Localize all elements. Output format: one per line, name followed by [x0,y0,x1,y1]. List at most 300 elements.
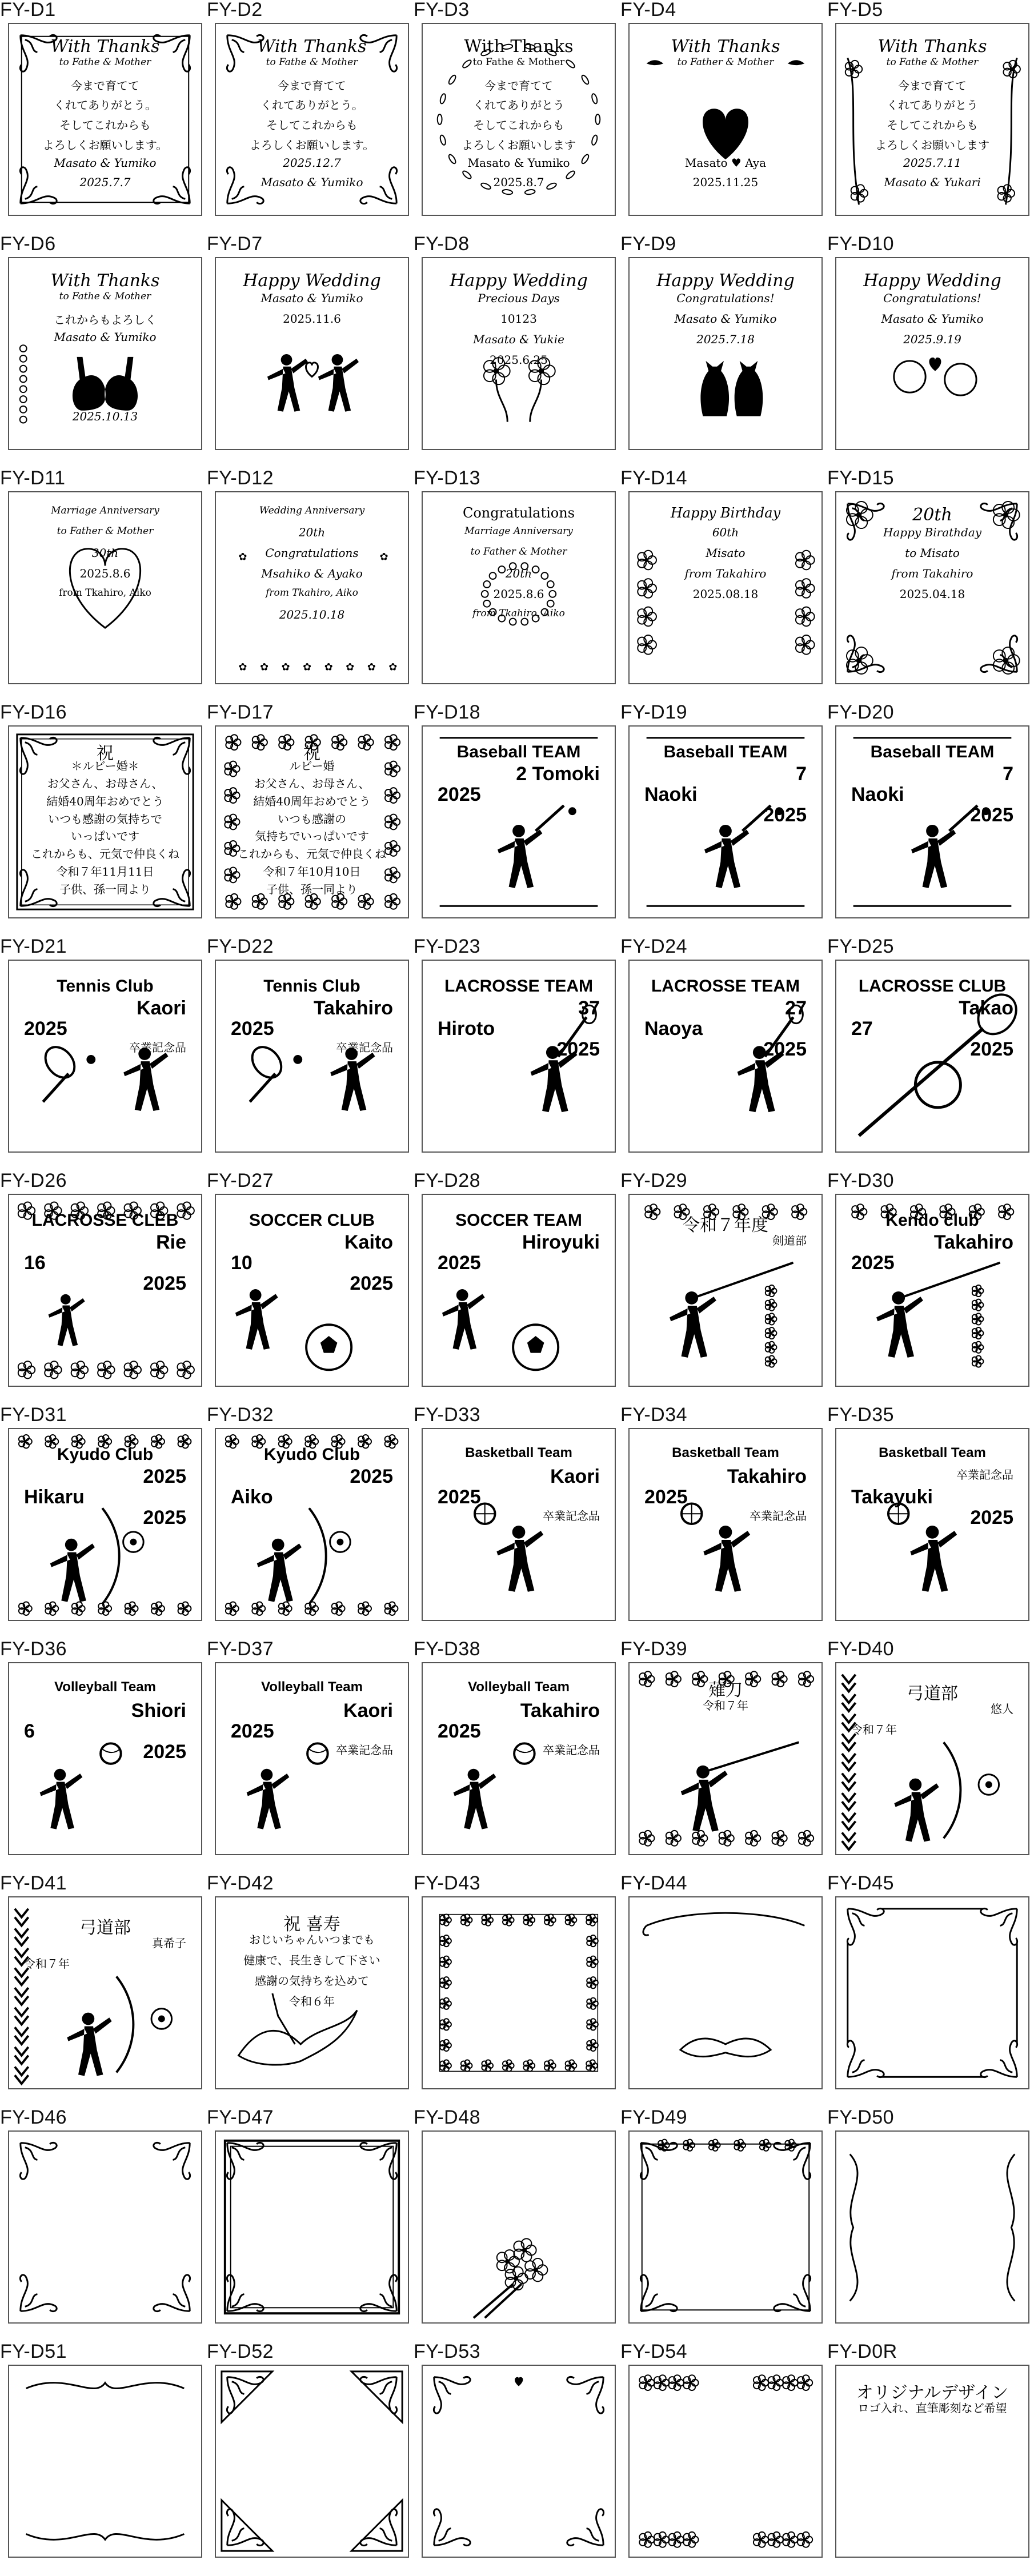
engraving-text-line: Msahiko & Ayako [261,567,363,580]
design-code-label: FY-D6 [0,233,56,255]
design-card[interactable] [620,703,827,937]
engraving-text-line: Takahiro [933,1231,1013,1253]
engraving-text-line: 2025 [556,1038,600,1060]
engraving-text-line: 20th [912,505,952,525]
design-preview[interactable] [835,2130,1029,2324]
engraving-text-line: 2025 [143,1273,186,1294]
engraving-text-line: 27 [785,997,807,1019]
design-code-label: FY-D10 [827,233,895,255]
design-preview[interactable] [215,1662,409,1855]
engraving-text-line: SOCCER CLUB [249,1211,375,1230]
engraving-text-line: Kaori [343,1700,393,1722]
design-card[interactable] [414,1639,620,1873]
design-card[interactable] [414,468,620,703]
design-card[interactable] [414,0,620,234]
design-card[interactable] [414,2108,620,2342]
design-preview[interactable] [8,491,202,684]
engraving-text-line: よろしくお願いします [875,138,989,152]
engraving-text-line: ＊ルビー婚＊ [71,759,139,773]
design-card[interactable] [207,468,414,703]
engraving-text-line: Tennis Club [263,977,360,996]
engraving-text-line: to Fathe & Mother [59,290,151,302]
engraving-text-line: to Father & Mother [470,546,567,557]
design-code-label: FY-D50 [827,2106,895,2128]
design-code-label: FY-D12 [207,467,274,489]
design-code-label: FY-D0R [827,2341,897,2362]
design-code-label: FY-D27 [207,1170,274,1191]
design-code-label: FY-D34 [620,1404,688,1426]
engraving-text-line: 子供、孫一同より [59,882,151,897]
design-card[interactable] [827,468,1034,703]
engraving-text-line: くれてありがとう。 [54,98,157,113]
engraving-text-line: くれてありがとう [887,98,978,113]
design-card[interactable] [414,2342,620,2576]
design-card[interactable] [0,234,207,468]
engraving-text-line: Rie [156,1231,186,1253]
design-preview[interactable] [835,1428,1029,1621]
design-card[interactable] [620,2342,827,2576]
design-code-label: FY-D18 [414,701,481,723]
design-code-label: FY-D25 [827,936,895,957]
design-preview[interactable] [8,2365,202,2558]
engraving-text-line: Hikaru [24,1486,85,1508]
engraving-text-line: 2025 [763,1038,807,1060]
design-card[interactable] [827,1405,1034,1639]
design-preview[interactable] [8,960,202,1153]
design-preview[interactable] [215,960,409,1153]
engraving-text-line: 6 [24,1720,35,1742]
design-preview[interactable] [8,1662,202,1855]
design-preview[interactable] [835,257,1029,450]
design-preview[interactable] [422,23,616,216]
engraving-text-line: 2025.11.25 [692,175,759,190]
engraving-text-line: 10123 [500,312,537,326]
design-preview[interactable] [835,491,1029,684]
engraving-text-line: 薙刀 [708,1680,743,1700]
engraving-text-line: 令和７年11月11日 [56,865,154,879]
engraving-text-line: Shiori [131,1700,186,1722]
engraving-text-line: おじいちゃんいつまでも [249,1933,375,1947]
engraving-text-line: 27 [851,1018,873,1040]
design-preview[interactable] [835,1896,1029,2089]
design-card[interactable] [414,1171,620,1405]
engraving-text-line: Happy Wedding [863,271,1001,291]
engraving-text-line: 2025 [970,804,1013,826]
design-card[interactable] [620,1405,827,1639]
design-card[interactable] [827,2108,1034,2342]
design-preview[interactable] [215,2365,409,2558]
engraving-text-line: Basketball Team [465,1445,572,1460]
engraving-text-line: to Father & Mother [57,525,154,537]
design-preview[interactable] [835,2365,1029,2558]
engraving-text-line: ルビー婚 [289,759,335,773]
engraving-text-line: LACROSSE CLUB [858,977,1007,996]
design-code-label: FY-D23 [414,936,481,957]
engraving-text-line: 卒業記念品 [543,1743,600,1757]
engraving-text-line: これからも、元気で仲良くね [238,847,386,861]
engraving-text-line: from Takahiro [684,567,767,580]
design-card[interactable] [0,2342,207,2576]
design-card[interactable] [0,0,207,234]
design-card[interactable] [827,1873,1034,2108]
design-card[interactable] [414,703,620,937]
engraving-artwork-icon [216,2366,408,2557]
design-card[interactable] [827,234,1034,468]
design-code-label: FY-D8 [414,233,470,255]
engraving-artwork-icon [630,2132,821,2322]
design-preview[interactable] [422,2130,616,2324]
engraving-text-line: 2025 [763,804,807,826]
design-preview[interactable] [215,1428,409,1621]
design-card[interactable] [827,1639,1034,1873]
engraving-artwork-icon [836,2132,1028,2322]
engraving-text-line: 令和６年 [289,1995,335,2008]
engraving-text-line: Happy Wedding [656,271,795,291]
engraving-text-line: With Thanks [671,37,780,57]
design-preview[interactable] [215,725,409,918]
svg-text:✿: ✿ [281,661,290,673]
engraving-text-line: 2025 [438,1486,481,1508]
engraving-text-line: 37 [578,997,600,1019]
engraving-artwork-icon [836,1897,1028,2088]
engraving-text-line: いっぱいです [71,829,139,844]
engraving-text-line: Kendo club [885,1211,979,1230]
design-code-label: FY-D49 [620,2106,688,2128]
engraving-artwork-icon [9,2366,201,2557]
design-preview[interactable] [628,1896,823,2089]
design-card[interactable] [620,1873,827,2108]
design-code-label: FY-D38 [414,1638,481,1660]
engraving-text-line: Masato & Yukari [884,175,981,190]
engraving-text-line: 卒業記念品 [336,1743,393,1757]
design-card[interactable] [620,468,827,703]
engraving-text-line: 2025 [970,1038,1013,1060]
engraving-text-line: 20th [298,525,326,539]
engraving-text-line: 真希子 [152,1936,186,1950]
design-preview[interactable] [835,725,1029,918]
design-code-label: FY-D7 [207,233,263,255]
design-code-label: FY-D31 [0,1404,67,1426]
design-card[interactable] [0,937,207,1171]
svg-text:✿: ✿ [367,661,376,673]
engraving-text-line: Baseball TEAM [870,743,995,761]
design-code-label: FY-D39 [620,1638,688,1660]
design-preview[interactable] [8,1428,202,1621]
engraving-text-line: to Fathe & Mother [266,56,358,68]
design-code-label: FY-D24 [620,936,688,957]
engraving-text-line: 今まで育てて [898,78,967,93]
design-code-label: FY-D29 [620,1170,688,1191]
engraving-text-line: Masato & Yumiko [260,175,363,190]
engraving-text-line: 卒業記念品 [750,1509,807,1523]
engraving-text-line: With Thanks [50,271,160,291]
engraving-text-line: 弓道部 [907,1684,958,1704]
design-preview[interactable] [628,491,823,684]
engraving-text-line: 2025.12.7 [283,155,341,170]
design-card[interactable] [0,1873,207,2108]
engraving-text-line: Masato & Yumiko [881,312,984,326]
design-preview[interactable] [422,960,616,1153]
design-card[interactable] [827,703,1034,937]
design-code-label: FY-D16 [0,701,67,723]
engraving-text-line: Naoya [644,1018,703,1040]
design-card[interactable] [827,937,1034,1171]
engraving-text-line: 祝 [303,744,320,764]
design-preview[interactable] [628,960,823,1153]
engraving-text-line: Takahiro [520,1700,600,1722]
engraving-text-line: 子供、孫一同より [266,882,358,897]
design-preview[interactable] [422,1194,616,1387]
design-preview[interactable] [422,491,616,684]
engraving-text-line: 感謝の気持ちを込めて [255,1974,369,1988]
design-code-label: FY-D3 [414,0,470,21]
design-code-label: FY-D40 [827,1638,895,1660]
design-card[interactable] [827,2342,1034,2576]
engraving-text-line: 2025 [438,1252,481,1274]
engraving-text-line: よろしくお願いします [462,138,576,152]
design-preview[interactable] [835,1662,1029,1855]
engraving-text-line: to Fathe & Mother [472,56,565,68]
design-card[interactable] [414,234,620,468]
engraving-text-line: くれてありがとう。 [260,98,363,113]
engraving-text-line: 2025.8.6 [79,567,131,580]
design-code-label: FY-D11 [0,467,66,489]
engraving-text-line: 卒業記念品 [956,1468,1013,1482]
design-preview[interactable] [628,23,823,216]
design-preview[interactable] [215,257,409,450]
design-code-label: FY-D22 [207,936,274,957]
engraving-text-line: Basketball Team [672,1445,779,1460]
engraving-text-line: With Thanks [877,37,987,57]
design-code-label: FY-D28 [414,1170,481,1191]
engraving-text-line: 結婚40周年おめでとう [46,794,164,808]
design-card[interactable] [207,937,414,1171]
engraving-text-line: from Tkahiro, Aiko [59,587,151,599]
design-card[interactable] [0,2108,207,2342]
engraving-text-line: With Thanks [50,37,160,57]
design-code-label: FY-D4 [620,0,676,21]
design-preview[interactable] [215,2130,409,2324]
design-preview[interactable] [422,1662,616,1855]
engraving-text-line: Congratulations! [676,291,775,305]
engraving-text-line: 2025.7.11 [903,155,961,170]
engraving-text-line: よろしくお願いします。 [42,138,168,152]
design-preview[interactable] [8,725,202,918]
engraving-text-line: LACROSSE CLEB [31,1211,179,1230]
design-preview[interactable] [628,725,823,918]
design-card[interactable] [207,1405,414,1639]
engraving-text-line: Wedding Anniversary [259,505,365,516]
engraving-text-line: 2025 [24,1018,67,1040]
design-card[interactable] [620,2108,827,2342]
design-preview[interactable] [8,23,202,216]
design-preview[interactable] [628,257,823,450]
design-code-label: FY-D13 [414,467,481,489]
design-preview[interactable] [422,1428,616,1621]
design-preview[interactable] [628,2365,823,2558]
design-code-label: FY-D33 [414,1404,481,1426]
design-card[interactable] [0,468,207,703]
engraving-text-line: to Misato [905,546,960,560]
design-preview[interactable] [835,23,1029,216]
design-code-label: FY-D37 [207,1638,274,1660]
engraving-text-line: LACROSSE TEAM [651,977,800,996]
engraving-text-line: 2025.8.6 [493,587,544,601]
engraving-text-line: 剣道部 [772,1234,807,1247]
engraving-text-line: よろしくお願いします。 [249,138,375,152]
design-code-label: FY-D30 [827,1170,895,1191]
design-card[interactable] [0,1171,207,1405]
engraving-text-line: 60th [712,525,739,539]
design-card[interactable] [207,2342,414,2576]
design-code-label: FY-D1 [0,0,56,21]
engraving-text-line: Congratulations [462,505,575,521]
engraving-text-line: Marriage Anniversary [464,525,573,537]
design-preview[interactable] [8,257,202,450]
design-card[interactable] [620,937,827,1171]
design-card[interactable] [414,937,620,1171]
design-code-label: FY-D5 [827,0,883,21]
svg-text:✿: ✿ [303,661,312,673]
engraving-text-line: Happy Wedding [450,271,588,291]
engraving-text-line: Kaito [344,1231,393,1253]
design-card[interactable] [0,1405,207,1639]
engraving-text-line: Baseball TEAM [663,743,788,761]
engraving-text-line: to Father & Mother [677,56,774,68]
design-card[interactable] [414,1405,620,1639]
engraving-text-line: With Thanks [464,37,574,57]
design-code-label: FY-D17 [207,701,274,723]
engraving-text-line: 2025.9.19 [903,332,961,346]
engraving-text-line: 2025.8.7 [493,175,544,190]
design-preview[interactable] [422,257,616,450]
design-preview[interactable] [215,23,409,216]
engraving-text-line: from Tkahiro, Aiko [472,608,565,619]
engraving-text-line: 2025.10.18 [279,608,345,621]
svg-text:✿: ✿ [238,661,247,673]
engraving-text-line: 2 Tomoki [516,763,600,785]
design-code-label: FY-D47 [207,2106,274,2128]
svg-text:✿: ✿ [324,661,333,673]
design-card[interactable] [0,1639,207,1873]
design-code-label: FY-D26 [0,1170,67,1191]
design-card[interactable] [827,1171,1034,1405]
engraving-text-line: Kaori [550,1466,600,1487]
design-preview[interactable] [422,2365,616,2558]
design-card[interactable] [620,234,827,468]
engraving-text-line: 2025 [350,1273,393,1294]
design-preview[interactable] [215,1896,409,2089]
engraving-text-line: Kyudo Club [57,1445,154,1464]
design-card[interactable] [620,1171,827,1405]
design-card[interactable] [207,2108,414,2342]
engraving-text-line: Takahiro [313,997,393,1019]
design-code-label: FY-D32 [207,1404,274,1426]
engraving-text-line: Masato & Yumiko [54,155,157,170]
engraving-text-line: 今まで育てて [71,78,139,93]
design-card[interactable] [620,0,827,234]
engraving-text-line: Masato & Yumiko [54,330,157,344]
design-code-label: FY-D2 [207,0,263,21]
engraving-text-line: Volleyball Team [54,1679,156,1695]
engraving-text-line: SOCCER TEAM [455,1211,582,1230]
engraving-text-line: そしてこれからも [59,118,151,132]
design-preview[interactable] [215,491,409,684]
engraving-text-line: Aiko [231,1486,273,1508]
engraving-text-line: Volleyball Team [261,1679,363,1695]
engraving-text-line: 30th [91,546,119,560]
design-code-label: FY-D42 [207,1872,274,1894]
engraving-text-line: 卒業記念品 [543,1509,600,1523]
engraving-text-line: これからも、元気で仲良くね [31,847,179,861]
svg-text:✿: ✿ [388,661,398,673]
design-card[interactable] [207,1873,414,2108]
engraving-text-line: Misato [706,546,746,560]
engraving-artwork-icon [630,1897,821,2088]
engraving-artwork-icon [423,2132,615,2322]
design-card[interactable] [207,1639,414,1873]
design-preview[interactable] [835,1194,1029,1387]
design-card[interactable] [414,1873,620,2108]
design-preview[interactable] [628,1428,823,1621]
design-card[interactable] [207,0,414,234]
design-card[interactable] [207,234,414,468]
engraving-text-line: 2025.7.18 [696,332,755,346]
engraving-text-line: 2025.08.18 [692,587,759,601]
design-preview[interactable] [628,2130,823,2324]
engraving-text-line: Naoki [851,784,904,805]
engraving-text-line: Kaori [137,997,186,1019]
design-preview[interactable] [215,1194,409,1387]
engraving-text-line: Volleyball Team [468,1679,570,1695]
engraving-text-line: 2025.7.7 [79,175,131,190]
engraving-text-line: いつも感謝の [278,812,346,826]
design-code-label: FY-D20 [827,701,895,723]
design-preview[interactable] [422,725,616,918]
engraving-text-line: 2025.04.18 [899,587,965,601]
engraving-text-line: 2025 [231,1720,274,1742]
design-card[interactable] [827,0,1034,234]
design-code-label: FY-D36 [0,1638,67,1660]
design-code-label: FY-D21 [0,936,67,957]
design-card[interactable] [207,703,414,937]
engraving-artwork-icon [9,2132,201,2322]
design-preview[interactable] [422,1896,616,2089]
engraving-text-line: そしてこれからも [266,118,358,132]
engraving-text-line: 卒業記念品 [336,1041,393,1054]
design-preview[interactable] [8,2130,202,2324]
design-preview[interactable] [8,1194,202,1387]
svg-text:✿: ✿ [346,661,355,673]
design-card[interactable] [620,1639,827,1873]
engraving-text-line: Kyudo Club [263,1445,360,1464]
engraving-text-line: Takayuki [851,1486,933,1508]
engraving-text-line: 7 [796,763,807,785]
engraving-text-line: 令和７年10月10日 [263,865,361,879]
design-preview[interactable] [628,1662,823,1855]
design-code-label: FY-D48 [414,2106,481,2128]
design-preview[interactable] [628,1194,823,1387]
design-card[interactable] [207,1171,414,1405]
engraving-text-line: Hiroyuki [522,1231,600,1253]
engraving-text-line: いつも感謝の気持ちで [48,812,162,826]
engraving-text-line: Masato & Yukie [473,332,564,346]
engraving-text-line: 7 [1003,763,1013,785]
engraving-text-line: 2025 [143,1741,186,1763]
design-preview[interactable] [8,1896,202,2089]
design-preview[interactable] [835,960,1029,1153]
design-card[interactable] [0,703,207,937]
